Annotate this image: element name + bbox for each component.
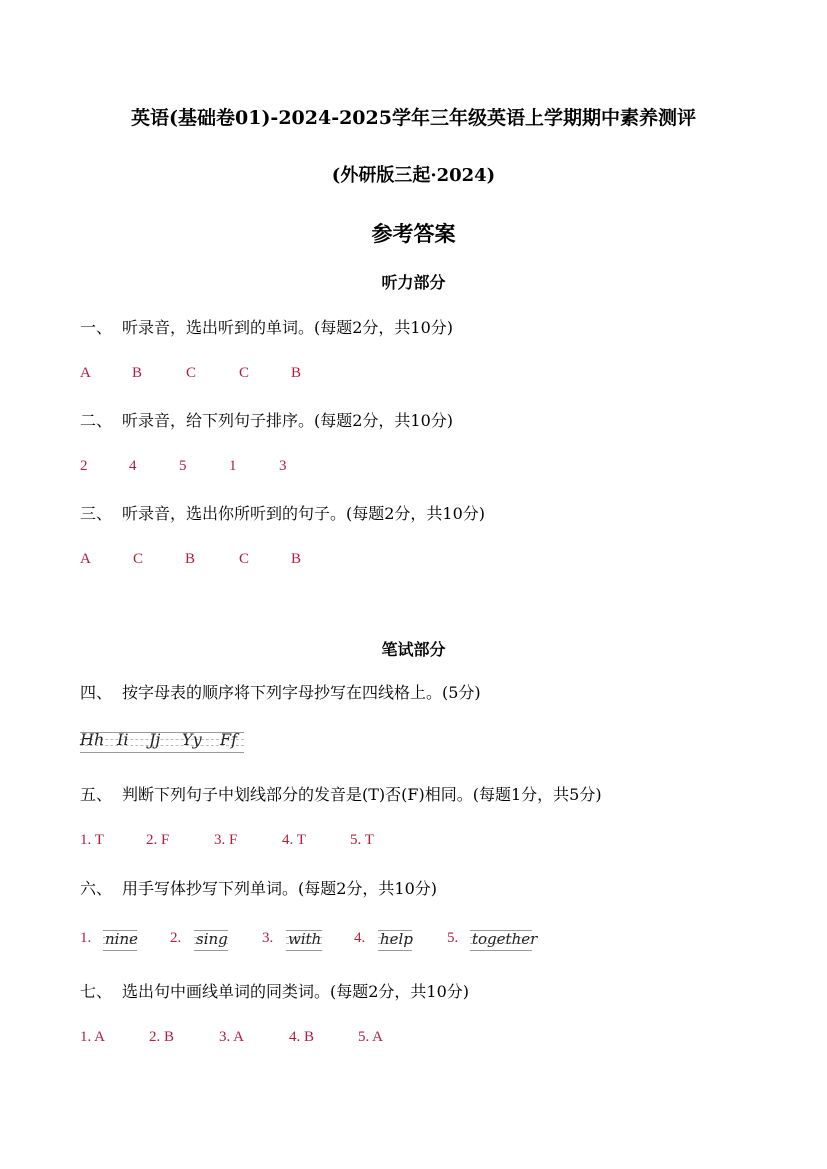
title-line-2: (外研版三起·2024) <box>331 165 496 186</box>
answer-label: 5. <box>447 930 459 946</box>
answer-item: C <box>186 365 197 381</box>
section-2-number: 二、 <box>80 411 113 430</box>
section-6-number: 六、 <box>80 879 113 898</box>
answer-item: 2. B <box>149 1029 175 1045</box>
section-6-instruction <box>80 876 437 899</box>
handwritten-letter: Ff <box>220 730 238 749</box>
answer-item: 4. B <box>289 1029 315 1045</box>
section-3-instruction <box>80 501 485 524</box>
answer-item: C <box>239 365 250 381</box>
handwritten-word: nine <box>103 930 137 949</box>
section-7-text: 选出句中画线单词的同类词。(每题2分，共10分) <box>122 982 470 1001</box>
answer-item: 2 <box>80 458 88 474</box>
handwritten-letter: Ii <box>117 730 129 749</box>
answer-label: 4. <box>354 930 366 946</box>
answer-item: 5. A <box>358 1029 384 1045</box>
section-5-text: 判断下列句子中划线部分的发音是(T)否(F)相同。(每题1分，共5分) <box>122 785 602 804</box>
section-2-instruction <box>80 408 453 431</box>
handwritten-word: together <box>470 930 532 949</box>
listening-heading: 听力部分 <box>381 273 446 292</box>
section-7-instruction <box>80 979 469 1002</box>
answer-item: C <box>239 551 250 567</box>
section-3-number: 三、 <box>80 504 113 523</box>
handwritten-word: with <box>286 930 322 949</box>
answer-item: 1. A <box>80 1029 106 1045</box>
section-1-instruction <box>80 315 453 338</box>
answer-item: 4. T <box>282 832 306 848</box>
answer-item: B <box>291 551 302 567</box>
handwritten-letter: Hh <box>80 730 105 749</box>
answer-item: B <box>132 365 143 381</box>
answer-item: 4 <box>129 458 137 474</box>
answer-item: 3. A <box>219 1029 245 1045</box>
answer-item: 5 <box>179 458 187 474</box>
section-3-text: 听录音，选出你所听到的句子。(每题2分，共10分) <box>122 504 486 523</box>
section-5-instruction <box>80 782 602 805</box>
section-1-answers <box>80 365 380 385</box>
answer-item: A <box>80 551 91 567</box>
answer-label: 1. <box>80 930 92 946</box>
handwritten-word: sing <box>194 930 228 949</box>
handwritten-letter: Yy <box>182 730 202 749</box>
section-4-number: 四、 <box>80 683 113 702</box>
handwritten-letter: Jj <box>149 730 161 749</box>
section-4-text: 按字母表的顺序将下列字母抄写在四线格上。(5分) <box>122 683 481 702</box>
answer-item: 3. F <box>214 832 238 848</box>
section-3-answers <box>80 551 380 571</box>
section-2-text: 听录音，给下列句子排序。(每题2分，共10分) <box>122 411 454 430</box>
section-6-answers <box>80 930 540 954</box>
section-4-instruction <box>80 680 481 703</box>
section-5-answers <box>80 832 400 852</box>
letter-writing-grid <box>80 730 244 752</box>
section-6-text: 用手写体抄写下列单词。(每题2分，共10分) <box>122 879 438 898</box>
answer-label: 3. <box>262 930 274 946</box>
answer-item: A <box>80 365 91 381</box>
section-1-text: 听录音，选出听到的单词。(每题2分，共10分) <box>122 318 454 337</box>
section-1-number: 一、 <box>80 318 113 337</box>
section-7-answers <box>80 1029 400 1049</box>
answer-label: 2. <box>170 930 182 946</box>
title-line-1: 英语(基础卷01)-2024-2025学年三年级英语上学期期中素养测评 <box>131 107 696 129</box>
section-7-number: 七、 <box>80 982 113 1001</box>
answer-item: B <box>185 551 196 567</box>
answer-item: 1 <box>229 458 237 474</box>
answer-item: C <box>133 551 144 567</box>
answer-item: 5. T <box>350 832 374 848</box>
handwritten-word: help <box>378 930 412 949</box>
answer-key-heading: 参考答案 <box>371 221 456 246</box>
section-5-number: 五、 <box>80 785 113 804</box>
section-2-answers <box>80 458 380 478</box>
answer-item: 2. F <box>146 832 170 848</box>
answer-item: 3 <box>279 458 287 474</box>
answer-item: 1. T <box>80 832 104 848</box>
writing-heading: 笔试部分 <box>381 640 446 659</box>
answer-item: B <box>291 365 302 381</box>
